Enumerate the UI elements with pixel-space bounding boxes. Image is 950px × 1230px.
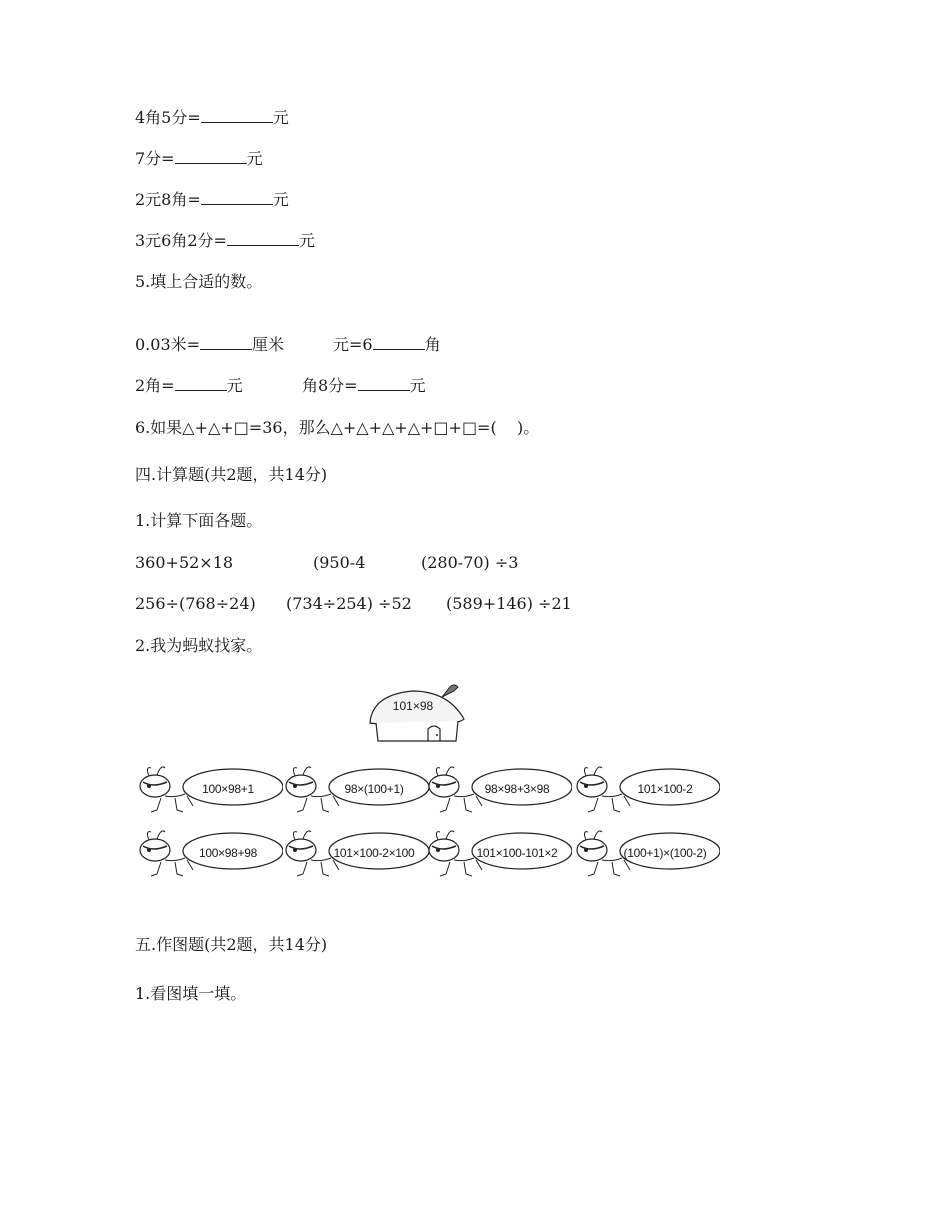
q5-left: 角8分= <box>302 376 358 395</box>
q5-left: 2角= <box>135 376 175 395</box>
ant-expression: 98×(100+1) <box>344 782 404 796</box>
conversion-left: 2元8角= <box>135 190 201 209</box>
q5-left: 元=6 <box>333 335 373 354</box>
ant-card[interactable] <box>572 762 720 820</box>
answer-blank[interactable] <box>373 335 425 350</box>
conversion-unit: 元 <box>246 149 263 168</box>
ant-row-1 <box>135 762 735 822</box>
conversion-unit: 元 <box>298 231 315 250</box>
section4-q2-title: 2.我为蚂蚁找家。 <box>135 636 263 655</box>
ant-card[interactable] <box>135 826 283 884</box>
q5-unit: 厘米 <box>252 335 285 354</box>
calc-expression: (950-4 <box>313 553 366 572</box>
conversion-left: 3元6角2分= <box>135 231 227 250</box>
ant-expression: 100×98+98 <box>198 846 258 860</box>
q5-row2-item-b <box>302 376 426 396</box>
q5-title: 5.填上合适的数。 <box>135 272 263 291</box>
ant-expression: 101×100-2×100 <box>333 846 415 860</box>
calc-expression: (280-70) ÷3 <box>421 553 519 572</box>
ant-card[interactable] <box>424 826 572 884</box>
section5-q1-title: 1.看图填一填。 <box>135 984 247 1003</box>
ant-row-2 <box>135 826 735 886</box>
ant-card[interactable] <box>281 826 429 884</box>
q5-row1-item-a <box>135 335 284 355</box>
ant-card[interactable] <box>135 762 283 820</box>
q5-unit: 角 <box>424 335 441 354</box>
conversion-line-2 <box>135 149 263 169</box>
q6-text: 6.如果△+△+□=36，那么△+△+△+△+□+□=( )。 <box>135 418 540 437</box>
answer-blank[interactable] <box>175 376 227 391</box>
section4-q1-title: 1.计算下面各题。 <box>135 511 263 530</box>
q5-unit: 元 <box>226 376 243 395</box>
mushroom-house-icon <box>362 683 474 747</box>
calc-expression: (589+146) ÷21 <box>446 594 572 613</box>
ant-expression: 101×100-101×2 <box>476 846 558 860</box>
conversion-unit: 元 <box>272 190 289 209</box>
conversion-line-1 <box>135 108 289 128</box>
answer-blank[interactable] <box>175 149 247 164</box>
calc-expression: 256÷(768÷24) <box>135 594 256 613</box>
answer-blank[interactable] <box>201 190 273 205</box>
section4-title: 四.计算题(共2题，共14分) <box>135 465 328 484</box>
answer-blank[interactable] <box>200 335 252 350</box>
q5-row2-item-a <box>135 376 243 396</box>
q5-row1-item-b <box>333 335 441 355</box>
conversion-left: 4角5分= <box>135 108 201 127</box>
house-expression: 101×98 <box>392 699 434 713</box>
q5-unit: 元 <box>409 376 426 395</box>
calc-expression: 360+52×18 <box>135 553 234 572</box>
answer-blank[interactable] <box>358 376 410 391</box>
conversion-left: 7分= <box>135 149 175 168</box>
mushroom-house <box>362 683 474 747</box>
conversion-line-3 <box>135 190 289 210</box>
answer-blank[interactable] <box>201 108 273 123</box>
ant-card[interactable] <box>281 762 429 820</box>
section5-title: 五.作图题(共2题，共14分) <box>135 935 328 954</box>
ant-expression: 98×98+3×98 <box>484 782 550 796</box>
ant-expression: 101×100-2 <box>637 782 693 796</box>
ant-expression: (100+1)×(100-2) <box>623 846 707 860</box>
ant-card[interactable] <box>424 762 572 820</box>
conversion-unit: 元 <box>272 108 289 127</box>
calc-expression: (734÷254) ÷52 <box>286 594 412 613</box>
ant-expression: 100×98+1 <box>202 782 254 796</box>
answer-blank[interactable] <box>227 231 299 246</box>
conversion-line-4 <box>135 231 315 251</box>
ant-card[interactable] <box>572 826 720 884</box>
q5-left: 0.03米= <box>135 335 201 354</box>
